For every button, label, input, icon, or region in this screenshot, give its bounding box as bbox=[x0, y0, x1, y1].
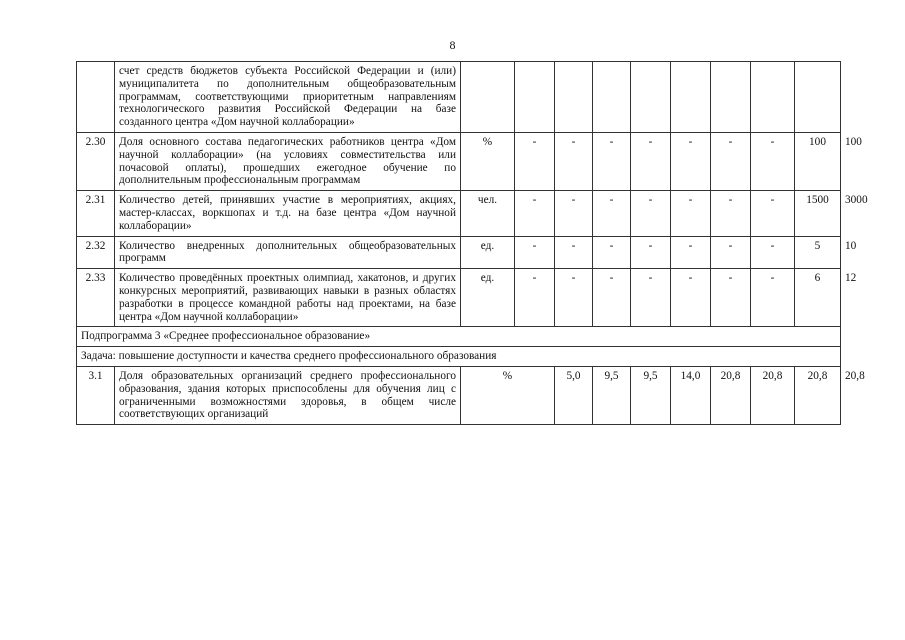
row-number: 2.30 bbox=[77, 132, 115, 190]
value-cell: - bbox=[711, 269, 751, 327]
indicator-name: счет средств бюджетов субъекта Российской Федерации и (или) муниципалитета по дополнительным общеобразовательным программам, соответствующими приоритетным направлениям технологического развития Российской Федерации на базе созданного центра «Дом научной коллаборации» bbox=[115, 62, 461, 133]
unit-cell: % bbox=[461, 366, 555, 424]
value-cell: - bbox=[515, 132, 555, 190]
value-cell: - bbox=[515, 269, 555, 327]
value-cell: - bbox=[671, 191, 711, 236]
value-cell: 5,0 bbox=[555, 366, 593, 424]
value-cell: 9,5 bbox=[593, 366, 631, 424]
value-cell bbox=[515, 62, 555, 133]
value-cell: 6 bbox=[795, 269, 841, 327]
value-cell: - bbox=[593, 236, 631, 269]
indicator-name: Доля основного состава педагогических работников центра «Дом научной коллаборации» (на условиях совместительства или почасовой оплаты), прошедших ежегодное обучение по дополнительным профессиональным программам bbox=[115, 132, 461, 190]
value-cell: - bbox=[631, 191, 671, 236]
unit-cell: ед. bbox=[461, 236, 515, 269]
value-cell bbox=[555, 62, 593, 133]
value-cell: - bbox=[671, 269, 711, 327]
indicator-name: Количество детей, принявших участие в мероприятиях, акциях, мастер-классах, воркшопах и т.д. на базе центра «Дом научной коллаборации» bbox=[115, 191, 461, 236]
value-cell: - bbox=[515, 191, 555, 236]
value-cell bbox=[795, 62, 841, 133]
task-row bbox=[77, 347, 841, 367]
row-number bbox=[77, 62, 115, 133]
value-cell bbox=[593, 62, 631, 133]
value-cell: 100 bbox=[795, 132, 841, 190]
subprogram-row bbox=[77, 327, 841, 347]
unit-cell: чел. bbox=[461, 191, 515, 236]
value-cell: 1500 bbox=[795, 191, 841, 236]
value-cell: - bbox=[671, 236, 711, 269]
value-cell: - bbox=[593, 269, 631, 327]
indicator-name: Доля образовательных организаций среднего профессионального образования, здания которых приспособлены для обучения лиц с ограниченными возможностями здоровья, в общем числе соответствующих организаций bbox=[115, 366, 461, 424]
value-cell: - bbox=[751, 132, 795, 190]
value-cell: 20,8 bbox=[711, 366, 751, 424]
value-cell: 9,5 bbox=[631, 366, 671, 424]
subprogram-title: Подпрограмма 3 «Среднее профессиональное образование» bbox=[77, 327, 841, 347]
page-number: 8 bbox=[449, 38, 456, 52]
value-cell: - bbox=[555, 236, 593, 269]
value-cell: - bbox=[751, 269, 795, 327]
indicator-name: Количество проведённых проектных олимпиад, хакатонов, и других конкурсных мероприятий, развивающих навыки в разных областях разработки в процессе командной работы над проектами, на базе центра «Дом научной коллаборации» bbox=[115, 269, 461, 327]
value-cell bbox=[711, 62, 751, 133]
indicator-name: Количество внедренных дополнительных общеобразовательных программ bbox=[115, 236, 461, 269]
value-cell: - bbox=[631, 236, 671, 269]
table-row: 3.1 Доля образовательных организаций среднего профессионального образования, здания которых приспособлены для обучения лиц с ограниченными возможностями здоровья, в общем числе соответствующих организаций % 5,0 9,5 9,5 14,0 20,8 20,8 20,8 20,8 bbox=[77, 366, 841, 424]
value-cell: - bbox=[593, 191, 631, 236]
indicator-table bbox=[76, 61, 868, 425]
value-cell: - bbox=[711, 191, 751, 236]
value-cell bbox=[671, 62, 711, 133]
value-cell: - bbox=[555, 269, 593, 327]
table-row: 2.33 Количество проведённых проектных олимпиад, хакатонов, и других конкурсных мероприятий, развивающих навыки в разных областях разработки в процессе командной работы над проектами, на базе центра «Дом научной коллаборации» ед. - - - - - - - 6 12 bbox=[77, 269, 841, 327]
value-cell: - bbox=[711, 132, 751, 190]
value-cell: - bbox=[555, 132, 593, 190]
table-row: 2.32 Количество внедренных дополнительных общеобразовательных программ ед. - - - - - - - 5 10 bbox=[77, 236, 841, 269]
value-cell: - bbox=[711, 236, 751, 269]
row-number: 2.33 bbox=[77, 269, 115, 327]
value-cell: - bbox=[631, 132, 671, 190]
value-cell: 20,8 bbox=[795, 366, 841, 424]
row-number: 2.32 bbox=[77, 236, 115, 269]
value-cell: - bbox=[515, 236, 555, 269]
value-cell: - bbox=[751, 236, 795, 269]
value-cell: - bbox=[751, 191, 795, 236]
unit-cell bbox=[461, 62, 515, 133]
task-title: Задача: повышение доступности и качества среднего профессионального образования bbox=[77, 347, 841, 367]
row-number: 2.31 bbox=[77, 191, 115, 236]
table-row: 2.30 Доля основного состава педагогических работников центра «Дом научной коллаборации» (на условиях совместительства или почасовой оплаты), прошедших ежегодное обучение по дополнительным профессиональным программам % - - - - - - - 100 100 bbox=[77, 132, 841, 190]
value-cell bbox=[751, 62, 795, 133]
row-number: 3.1 bbox=[77, 366, 115, 424]
unit-cell: % bbox=[461, 132, 515, 190]
value-cell: 5 bbox=[795, 236, 841, 269]
table-row bbox=[77, 62, 841, 133]
table-row: 2.31 Количество детей, принявших участие в мероприятиях, акциях, мастер-классах, воркшопах и т.д. на базе центра «Дом научной коллаборации» чел. - - - - - - - 1500 3000 bbox=[77, 191, 841, 236]
unit-cell: ед. bbox=[461, 269, 515, 327]
value-cell: 20,8 bbox=[751, 366, 795, 424]
value-cell: - bbox=[631, 269, 671, 327]
value-cell: - bbox=[593, 132, 631, 190]
value-cell: - bbox=[671, 132, 711, 190]
value-cell: 14,0 bbox=[671, 366, 711, 424]
value-cell bbox=[631, 62, 671, 133]
value-cell: - bbox=[555, 191, 593, 236]
